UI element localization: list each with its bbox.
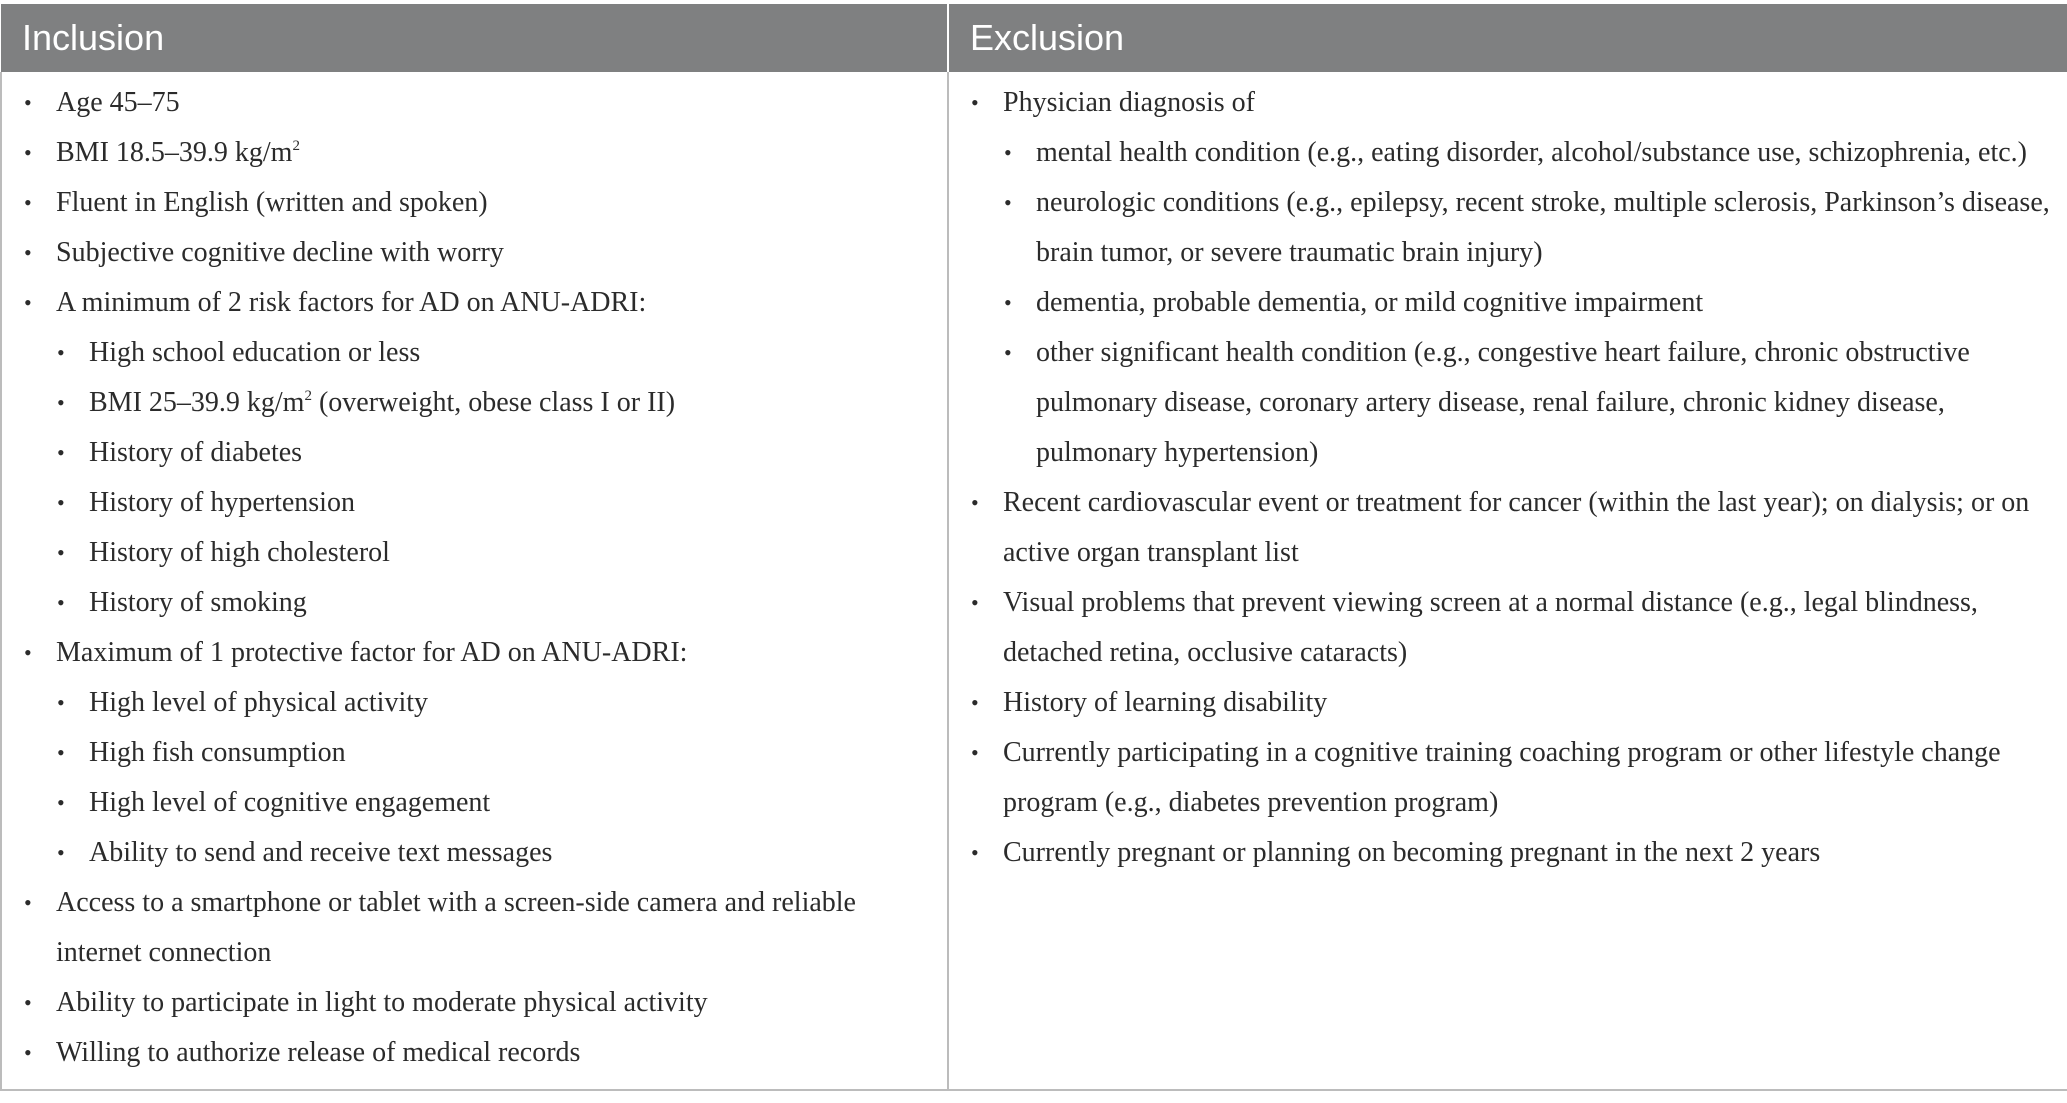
inclusion-item-text: Fluent in English (written and spoken) bbox=[56, 187, 488, 218]
inclusion-item bbox=[2, 878, 947, 978]
inclusion-item bbox=[2, 128, 947, 178]
inclusion-item-sub bbox=[2, 578, 947, 628]
inclusion-item-sub bbox=[2, 778, 947, 828]
inclusion-item-text: High level of physical activity bbox=[89, 687, 429, 718]
criteria-table bbox=[0, 4, 2067, 1091]
inclusion-item-text: Access to a smartphone or tablet with a screen-side camera and reliable internet connection bbox=[56, 887, 856, 968]
header-row bbox=[1, 4, 2067, 72]
inclusion-item-text: History of smoking bbox=[89, 587, 307, 618]
inclusion-item-sub bbox=[2, 528, 947, 578]
exclusion-item-text: mental health condition (e.g., eating disorder, alcohol/substance use, schizophrenia, etc.) bbox=[1036, 137, 2027, 168]
exclusion-item-text: History of learning disability bbox=[1003, 687, 1328, 718]
inclusion-item bbox=[2, 78, 947, 128]
exclusion-item bbox=[949, 478, 2067, 578]
inclusion-item-text: BMI 18.5–39.9 kg/m bbox=[56, 137, 293, 168]
inclusion-item-text: Ability to participate in light to moderate physical activity bbox=[56, 987, 708, 1018]
inclusion-item bbox=[2, 278, 947, 328]
inclusion-list bbox=[2, 72, 947, 1078]
inclusion-item-text: High school education or less bbox=[89, 337, 421, 368]
inclusion-item-sub bbox=[2, 728, 947, 778]
inclusion-item bbox=[2, 978, 947, 1028]
inclusion-item-sub bbox=[2, 678, 947, 728]
exclusion-item-sub bbox=[949, 278, 2067, 328]
inclusion-item-text: High fish consumption bbox=[89, 737, 346, 768]
exclusion-item-text: neurologic conditions (e.g., epilepsy, recent stroke, multiple sclerosis, Parkinson’s disease, brain tumor, or severe traumatic brain injury) bbox=[1036, 187, 2050, 268]
inclusion-item bbox=[2, 628, 947, 678]
exclusion-item-sub bbox=[949, 328, 2067, 478]
exclusion-item-text: other significant health condition (e.g., congestive heart failure, chronic obstructive pulmonary disease, coronary artery disease, renal failure, chronic kidney disease, pulmonary hypertension) bbox=[1036, 337, 1970, 468]
exclusion-item bbox=[949, 828, 2067, 878]
exclusion-item-sub bbox=[949, 178, 2067, 278]
inclusion-item-text-after: (overweight, obese class I or II) bbox=[311, 387, 676, 418]
inclusion-item-text: A minimum of 2 risk factors for AD on ANU-ADRI: bbox=[56, 287, 647, 318]
inclusion-cell bbox=[1, 72, 948, 1090]
inclusion-item-text: Willing to authorize release of medical records bbox=[56, 1037, 581, 1068]
inclusion-item-sub bbox=[2, 378, 947, 428]
inclusion-item bbox=[2, 1028, 947, 1078]
inclusion-item-superscript: 2 bbox=[304, 388, 312, 404]
exclusion-item bbox=[949, 728, 2067, 828]
exclusion-item bbox=[949, 78, 2067, 128]
inclusion-item-sub bbox=[2, 828, 947, 878]
inclusion-item-sub bbox=[2, 478, 947, 528]
inclusion-item-text: BMI 25–39.9 kg/m bbox=[89, 387, 305, 418]
inclusion-item-text: Maximum of 1 protective factor for AD on ANU-ADRI: bbox=[56, 637, 688, 668]
exclusion-item bbox=[949, 678, 2067, 728]
inclusion-item-text: History of diabetes bbox=[89, 437, 303, 468]
exclusion-header: Exclusion bbox=[948, 4, 2067, 72]
inclusion-item-sub bbox=[2, 328, 947, 378]
exclusion-item-text: Recent cardiovascular event or treatment for cancer (within the last year); on dialysis; or on active organ transplant list bbox=[1003, 487, 2030, 568]
inclusion-item bbox=[2, 178, 947, 228]
inclusion-item-sub bbox=[2, 428, 947, 478]
inclusion-item-text: Subjective cognitive decline with worry bbox=[56, 237, 504, 268]
inclusion-item-text: History of hypertension bbox=[89, 487, 355, 518]
exclusion-item-text: dementia, probable dementia, or mild cognitive impairment bbox=[1036, 287, 1704, 318]
inclusion-item-superscript: 2 bbox=[292, 138, 300, 154]
exclusion-item-text: Physician diagnosis of bbox=[1003, 87, 1255, 118]
exclusion-item bbox=[949, 578, 2067, 678]
exclusion-list bbox=[949, 72, 2067, 878]
inclusion-header: Inclusion bbox=[1, 4, 948, 72]
inclusion-item-text: High level of cognitive engagement bbox=[89, 787, 491, 818]
exclusion-item-text: Currently participating in a cognitive training coaching program or other lifestyle change program (e.g., diabetes prevention program) bbox=[1003, 737, 2001, 818]
exclusion-cell bbox=[948, 72, 2067, 1090]
inclusion-item-text: Ability to send and receive text messages bbox=[89, 837, 553, 868]
inclusion-item-text: History of high cholesterol bbox=[89, 537, 390, 568]
exclusion-item-text: Visual problems that prevent viewing screen at a normal distance (e.g., legal blindness, detached retina, occlusive cataracts) bbox=[1003, 587, 1978, 668]
exclusion-item-text: Currently pregnant or planning on becoming pregnant in the next 2 years bbox=[1003, 837, 1821, 868]
body-row bbox=[1, 72, 2067, 1090]
exclusion-item-sub bbox=[949, 128, 2067, 178]
inclusion-item bbox=[2, 228, 947, 278]
inclusion-item-text: Age 45–75 bbox=[56, 87, 180, 118]
